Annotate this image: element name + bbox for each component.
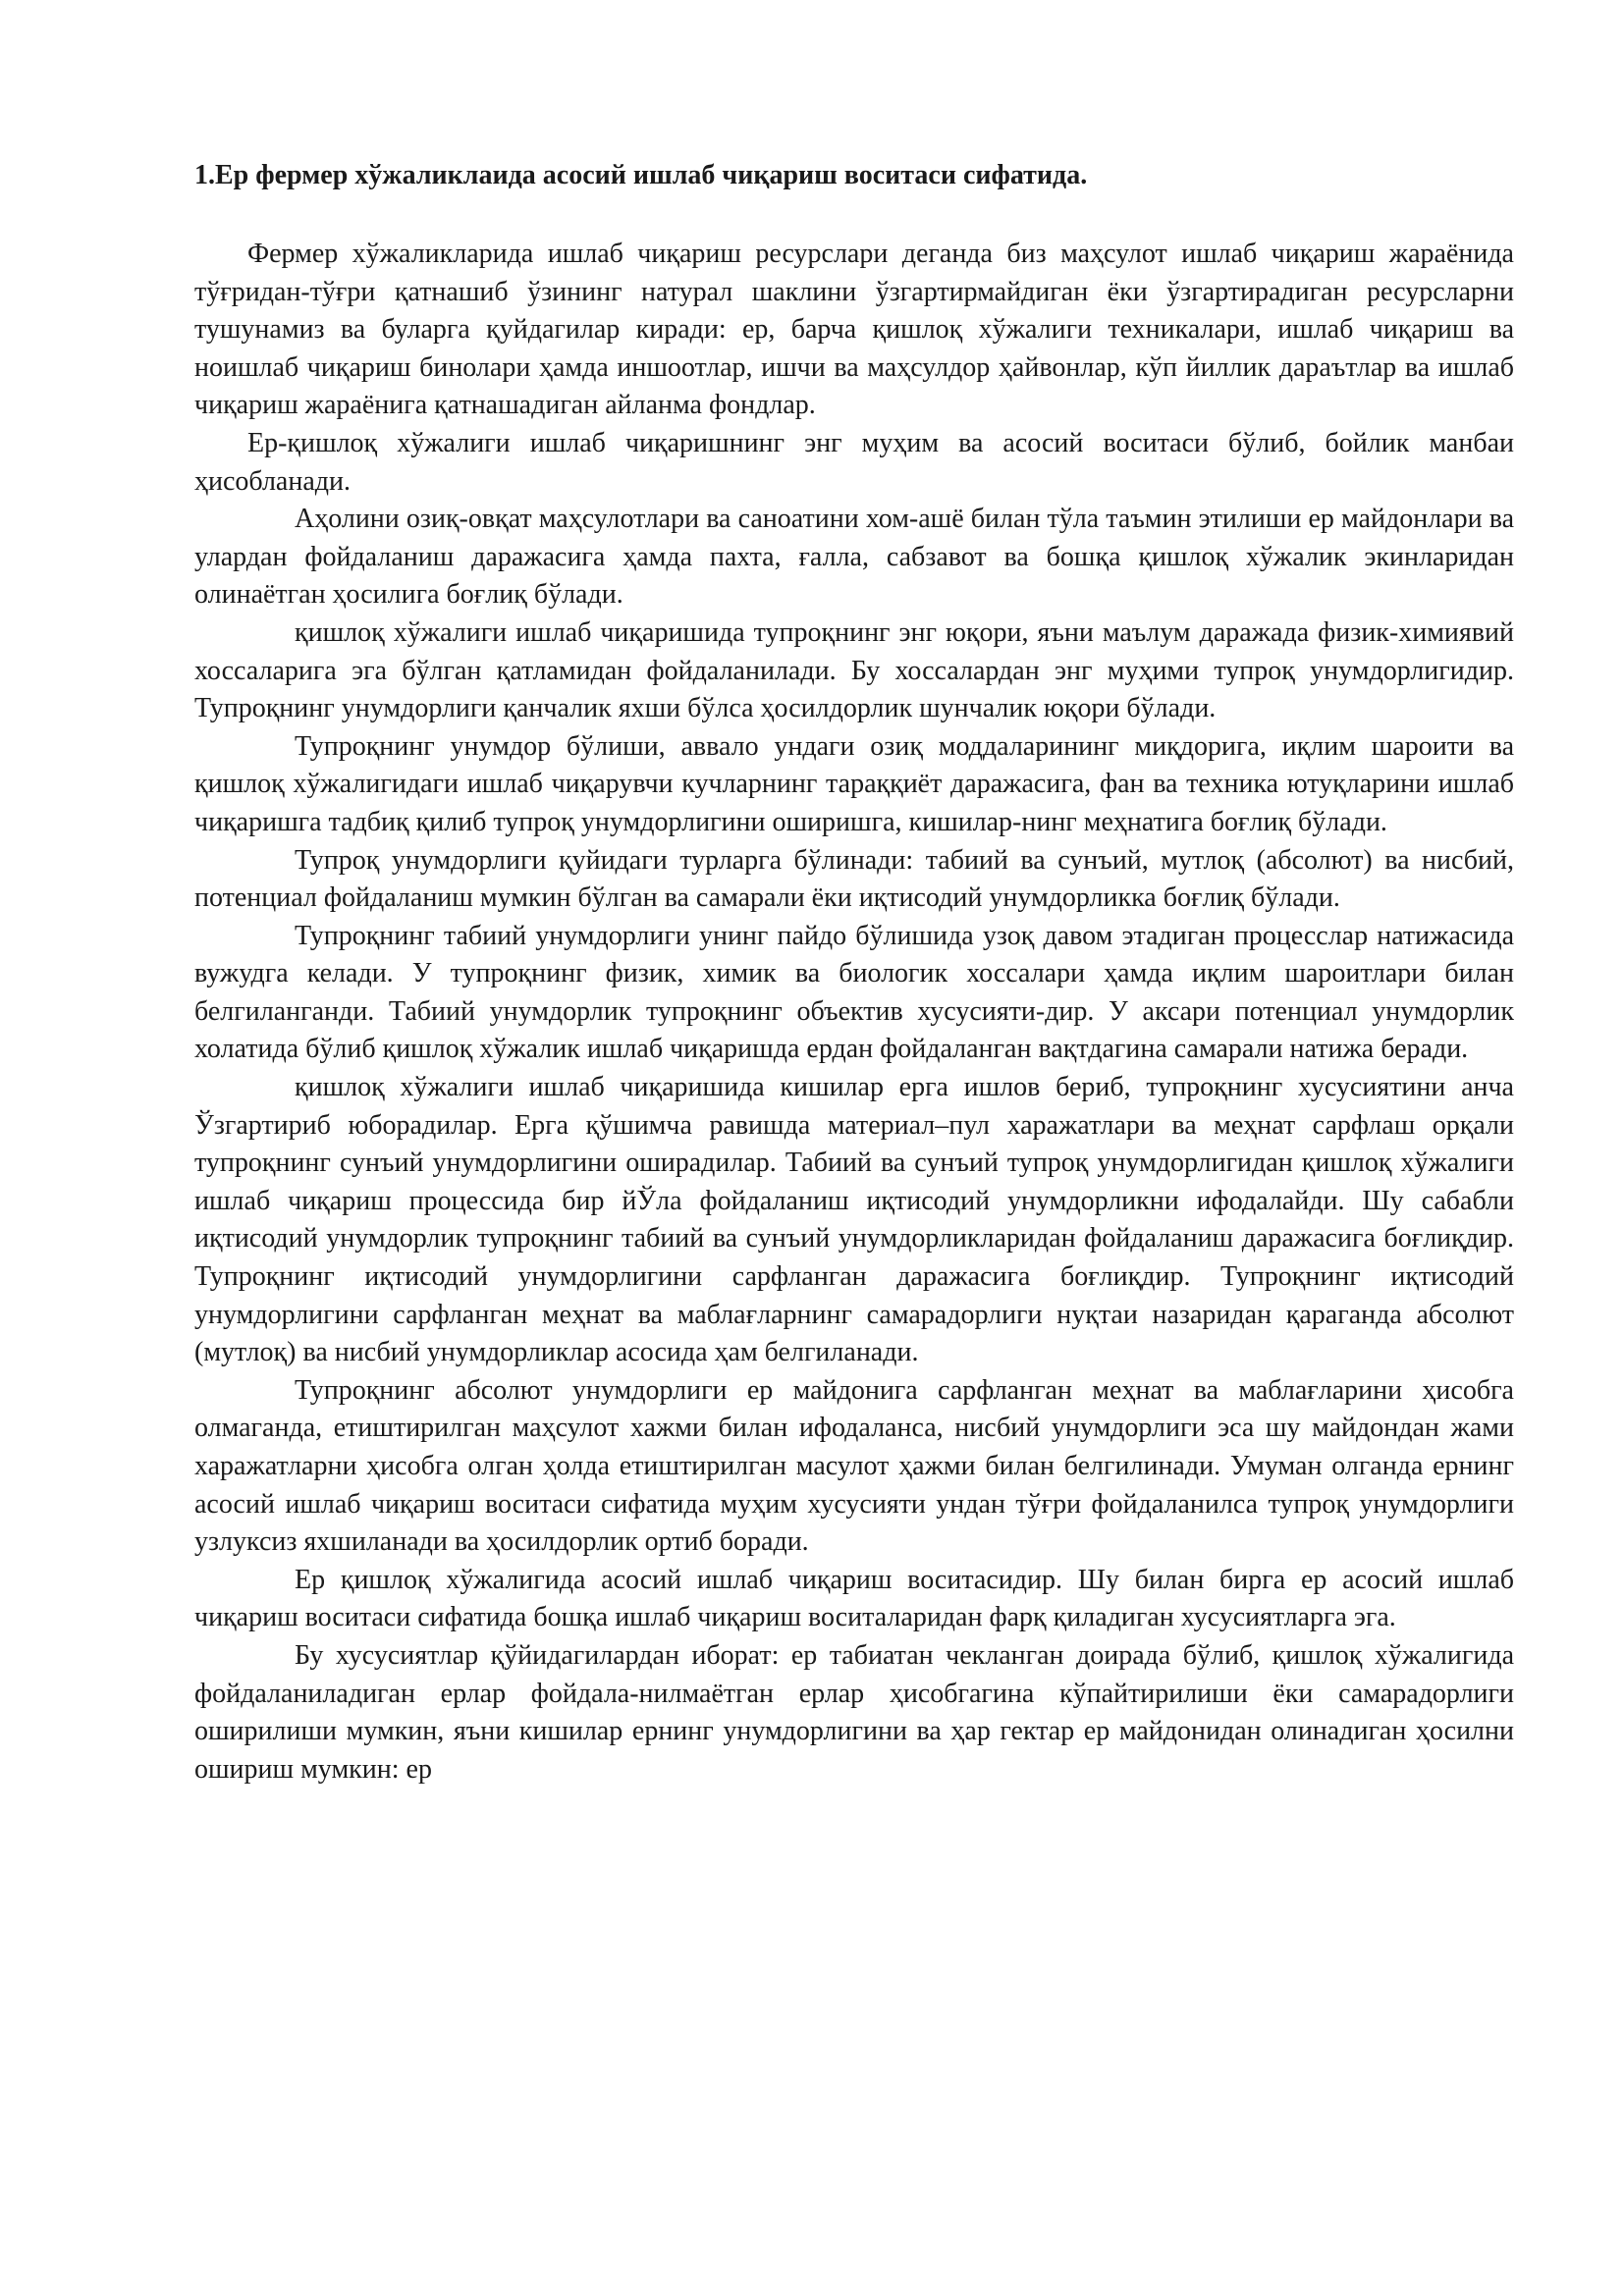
paragraph-4: қишлоқ хўжалиги ишлаб чиқаришида тупроқнинг энг юқори, яъни маълум даражада физик-химиявий хоссаларига эга бўлган қатламидан фойдаланилади. Бу хоссалардан энг муҳими тупроқ унумдорлигидир. Тупроқнинг унумдорлиги қанчалик яхши бўлса ҳосилдорлик шунчалик юқори бўлади. (194, 616, 1514, 724)
paragraph-8: қишлоқ хўжалиги ишлаб чиқаришида кишилар ерга ишлов бериб, тупроқнинг хусусиятини анча Ўзгартириб юборадилар. Ерга қўшимча равишда материал–пул харажатлари ва меҳнат сарфлаш орқали тупроқнинг сунъий унумдорлигини оширадилар. Табиий ва сунъий тупроқ унумдорлигидан қишлоқ хўжалиги ишлаб чиқариш процессида бир йЎла фойдаланиш иқтисодий унумдорликни ифодалайди. Шу сабабли иқтисодий унумдорлик тупроқнинг табиий ва сунъий унумдорликларидан фойдаланиш даражасига боғлиқдир. Тупроқнинг иқтисодий унумдорлигини сарфланган даражасига боғлиқдир. Тупроқнинг иқтисодий унумдорлигини сарфланган меҳнат ва маблағларнинг самарадорлиги нуқтаи назаридан қараганда абсолют (мутлоқ) ва нисбий унумдорликлар асосида ҳам белгиланади. (194, 1072, 1514, 1368)
paragraph-5: Тупроқнинг унумдор бўлиши, аввало ундаги озиқ моддаларининг миқдорига, иқлим шароити ва қишлоқ хўжалигидаги ишлаб чиқарувчи кучларнинг тараққиёт даражасига, фан ва техника ютуқларини ишлаб чиқаришга тадбиқ қилиб тупроқ унумдорлигини оширишга, кишилар-нинг меҳнатига боғлиқ бўлади. (194, 730, 1514, 837)
document-title: 1.Ер фермер хўжаликлаида асосий ишлаб чиқариш воситаси сифатида. (194, 160, 1088, 190)
paragraph-3: Аҳолини озиқ-овқат маҳсулотлари ва саноатини хом-ашё билан тўла таъмин этилиши ер майдонлари ва улардан фойдаланиш даражасига ҳамда пахта, ғалла, сабзавот ва бошқа қишлоқ хўжалик экинларидан олинаётган ҳосилига боғлиқ бўлади. (194, 504, 1514, 611)
paragraph-10: Ер қишлоқ хўжалигида асосий ишлаб чиқариш воситасидир. Шу билан бирга ер асосий ишлаб чиқариш воситаси сифатида бошқа ишлаб чиқариш воситаларидан фарқ қиладиган хусусиятларга эга. (194, 1564, 1514, 1633)
paragraph-1: Фермер хўжаликларида ишлаб чиқариш ресурслари деганда биз маҳсулот ишлаб чиқариш жараёнида тўғридан-тўғри қатнашиб ўзининг натурал шаклини ўзгартирмайдиган ёки ўзгартирадиган ресурсларни тушунамиз ва буларга қуйдагилар киради: ер, барча қишлоқ хўжалиги техникалари, ишлаб чиқариш ва ноишлаб чиқариш бинолари ҳамда иншоотлар, ишчи ва маҳсулдор ҳайвонлар, кўп йиллик дараътлар ва ишлаб чиқариш жараёнига қатнашадиган айланма фондлар. (194, 239, 1514, 421)
paragraph-11: Бу хусусиятлар қўйидагилардан иборат: ер табиатан чекланган доирада бўлиб, қишлоқ хўжалигида фойдаланиладиган ерлар фойдала-нилмаётган ерлар ҳисобгагина кўпайтирилиши ёки самарадорлиги оширилиши мумкин, яъни кишилар ернинг унумдорлигини ва ҳар гектар ер майдонидан олинадиган ҳосилни ошириш мумкин: ер (194, 1639, 1514, 1785)
paragraph-7: Тупроқнинг табиий унумдорлиги унинг пайдо бўлишида узоқ давом этадиган процесслар натижасида вужудга келади. У тупроқнинг физик, химик ва биологик хоссалари ҳамда иқлим шароитлари билан белгиланганди. Табиий унумдорлик тупроқнинг объектив хусусияти-дир. У аксари потенциал унумдорлик холатида бўлиб қишлоқ хўжалик ишлаб чиқаришда ердан фойдаланган вақтдагина самарали натижа беради. (194, 920, 1514, 1065)
paragraph-2: Ер-қишлоқ хўжалиги ишлаб чиқаришнинг энг муҳим ва асосий воситаси бўлиб, бойлик манбаи ҳисобланади. (194, 427, 1514, 497)
paragraph-9: Тупроқнинг абсолют унумдорлиги ер майдонига сарфланган меҳнат ва маблағларини ҳисобга олмаганда, етиштирилган маҳсулот хажми билан ифодаланса, нисбий унумдорлиги эса шу майдондан жами харажатларни ҳисобга олган ҳолда етиштирилган масулот ҳажми билан белгилинади. Умуман олганда ернинг асосий ишлаб чиқариш воситаси сифатида муҳим хусусияти ундан тўғри фойдаланилса тупроқ унумдорлиги узлуксиз яхшиланади ва ҳосилдорлик ортиб боради. (194, 1374, 1514, 1558)
document-page (194, 157, 1514, 1789)
paragraph-6: Тупроқ унумдорлиги қуйидаги турларга бўлинади: табиий ва сунъий, мутлоқ (абсолют) ва нисбий, потенциал фойдаланиш мумкин бўлган ва самарали ёки иқтисодий унумдорликка боғлиқ бўлади. (194, 844, 1514, 914)
